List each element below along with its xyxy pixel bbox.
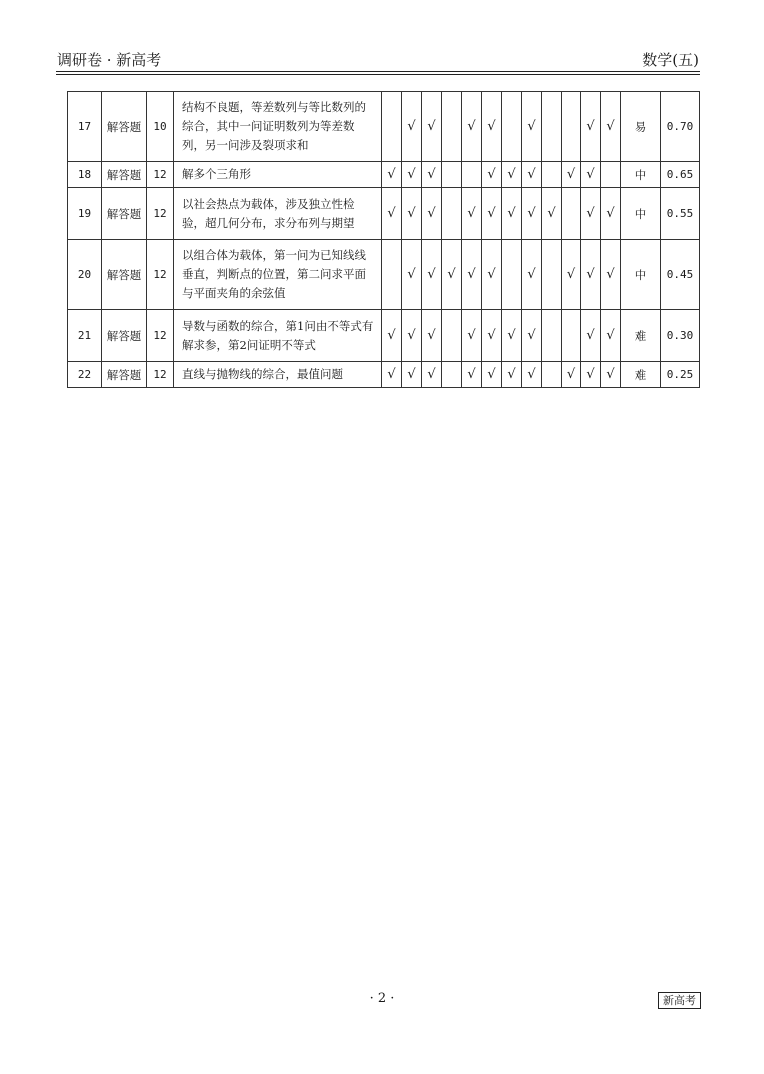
check-cell: √ <box>601 240 621 310</box>
check-cell: √ <box>402 92 422 162</box>
question-number: 17 <box>68 92 102 162</box>
check-cell: √ <box>382 162 402 188</box>
check-cell: √ <box>581 240 601 310</box>
check-cell: √ <box>562 162 581 188</box>
page-number: · 2 · <box>369 991 395 1006</box>
question-description: 以社会热点为载体，涉及独立性检验，超几何分布，求分布列与期望 <box>174 188 382 240</box>
check-cell: √ <box>581 362 601 388</box>
check-cell: √ <box>522 362 542 388</box>
check-cell <box>562 188 581 240</box>
question-type: 解答题 <box>102 188 147 240</box>
check-cell <box>442 310 462 362</box>
check-cell: √ <box>581 162 601 188</box>
check-cell: √ <box>382 310 402 362</box>
difficulty-level: 难 <box>621 362 661 388</box>
expected-score-rate: 0.65 <box>661 162 700 188</box>
header-title: 调研卷 · 新高考 <box>57 51 162 69</box>
check-cell: √ <box>601 362 621 388</box>
table-row <box>68 310 700 362</box>
check-cell: √ <box>522 188 542 240</box>
check-cell: √ <box>462 362 482 388</box>
check-cell: √ <box>601 92 621 162</box>
question-type: 解答题 <box>102 310 147 362</box>
question-score: 12 <box>147 162 174 188</box>
question-score: 12 <box>147 310 174 362</box>
difficulty-level: 中 <box>621 188 661 240</box>
check-cell <box>542 92 562 162</box>
question-number: 18 <box>68 162 102 188</box>
expected-score-rate: 0.55 <box>661 188 700 240</box>
check-cell: √ <box>422 362 442 388</box>
check-cell: √ <box>482 188 502 240</box>
question-description: 导数与函数的综合，第1问由不等式有解求参，第2问证明不等式 <box>174 310 382 362</box>
header-rule-thin <box>56 74 700 75</box>
question-number: 21 <box>68 310 102 362</box>
check-cell <box>462 162 482 188</box>
check-cell: √ <box>522 310 542 362</box>
check-cell: √ <box>581 188 601 240</box>
question-description: 直线与抛物线的综合，最值问题 <box>174 362 382 388</box>
check-cell: √ <box>581 92 601 162</box>
check-cell: √ <box>502 362 522 388</box>
check-cell: √ <box>482 240 502 310</box>
check-cell <box>601 162 621 188</box>
check-cell: √ <box>601 188 621 240</box>
check-cell: √ <box>442 240 462 310</box>
check-cell <box>542 362 562 388</box>
brand-badge: 新高考 <box>658 992 701 1009</box>
check-cell: √ <box>522 92 542 162</box>
check-cell <box>502 240 522 310</box>
check-cell: √ <box>562 362 581 388</box>
table-row <box>68 362 700 388</box>
check-cell <box>542 310 562 362</box>
expected-score-rate: 0.25 <box>661 362 700 388</box>
check-cell: √ <box>422 162 442 188</box>
question-number: 19 <box>68 188 102 240</box>
question-description: 解多个三角形 <box>174 162 382 188</box>
check-cell: √ <box>542 188 562 240</box>
check-cell: √ <box>522 162 542 188</box>
question-type: 解答题 <box>102 162 147 188</box>
check-cell <box>562 310 581 362</box>
question-type: 解答题 <box>102 92 147 162</box>
check-cell: √ <box>402 162 422 188</box>
header-rule-thick <box>56 71 700 72</box>
check-cell: √ <box>522 240 542 310</box>
question-number: 20 <box>68 240 102 310</box>
check-cell: √ <box>422 240 442 310</box>
expected-score-rate: 0.45 <box>661 240 700 310</box>
difficulty-level: 中 <box>621 162 661 188</box>
check-cell <box>442 162 462 188</box>
difficulty-level: 难 <box>621 310 661 362</box>
question-description: 结构不良题，等差数列与等比数列的综合，其中一问证明数列为等差数列，另一问涉及裂项求和 <box>174 92 382 162</box>
page-header <box>57 49 699 71</box>
analysis-table <box>67 91 700 388</box>
check-cell: √ <box>502 310 522 362</box>
check-cell: √ <box>482 162 502 188</box>
table-row <box>68 240 700 310</box>
expected-score-rate: 0.30 <box>661 310 700 362</box>
check-cell: √ <box>601 310 621 362</box>
check-cell: √ <box>402 362 422 388</box>
question-score: 12 <box>147 188 174 240</box>
question-type: 解答题 <box>102 362 147 388</box>
table-row <box>68 92 700 162</box>
check-cell <box>442 188 462 240</box>
check-cell <box>442 92 462 162</box>
check-cell <box>562 92 581 162</box>
check-cell: √ <box>581 310 601 362</box>
check-cell <box>382 92 402 162</box>
difficulty-level: 中 <box>621 240 661 310</box>
check-cell <box>382 240 402 310</box>
expected-score-rate: 0.70 <box>661 92 700 162</box>
question-number: 22 <box>68 362 102 388</box>
header-subject: 数学(五) <box>642 51 699 69</box>
check-cell: √ <box>462 92 482 162</box>
check-cell: √ <box>462 188 482 240</box>
check-cell: √ <box>502 162 522 188</box>
check-cell: √ <box>482 362 502 388</box>
question-score: 10 <box>147 92 174 162</box>
check-cell: √ <box>422 310 442 362</box>
question-score: 12 <box>147 240 174 310</box>
check-cell: √ <box>382 362 402 388</box>
table-row <box>68 162 700 188</box>
check-cell: √ <box>462 240 482 310</box>
check-cell: √ <box>482 310 502 362</box>
table-row <box>68 188 700 240</box>
check-cell: √ <box>562 240 581 310</box>
check-cell <box>442 362 462 388</box>
question-type: 解答题 <box>102 240 147 310</box>
difficulty-level: 易 <box>621 92 661 162</box>
check-cell: √ <box>402 240 422 310</box>
question-score: 12 <box>147 362 174 388</box>
check-cell: √ <box>502 188 522 240</box>
check-cell <box>542 240 562 310</box>
check-cell <box>502 92 522 162</box>
question-description: 以组合体为载体，第一问为已知线线垂直，判断点的位置，第二问求平面与平面夹角的余弦值 <box>174 240 382 310</box>
check-cell: √ <box>402 188 422 240</box>
check-cell: √ <box>462 310 482 362</box>
check-cell: √ <box>422 188 442 240</box>
check-cell <box>542 162 562 188</box>
check-cell: √ <box>482 92 502 162</box>
check-cell: √ <box>382 188 402 240</box>
check-cell: √ <box>402 310 422 362</box>
check-cell: √ <box>422 92 442 162</box>
